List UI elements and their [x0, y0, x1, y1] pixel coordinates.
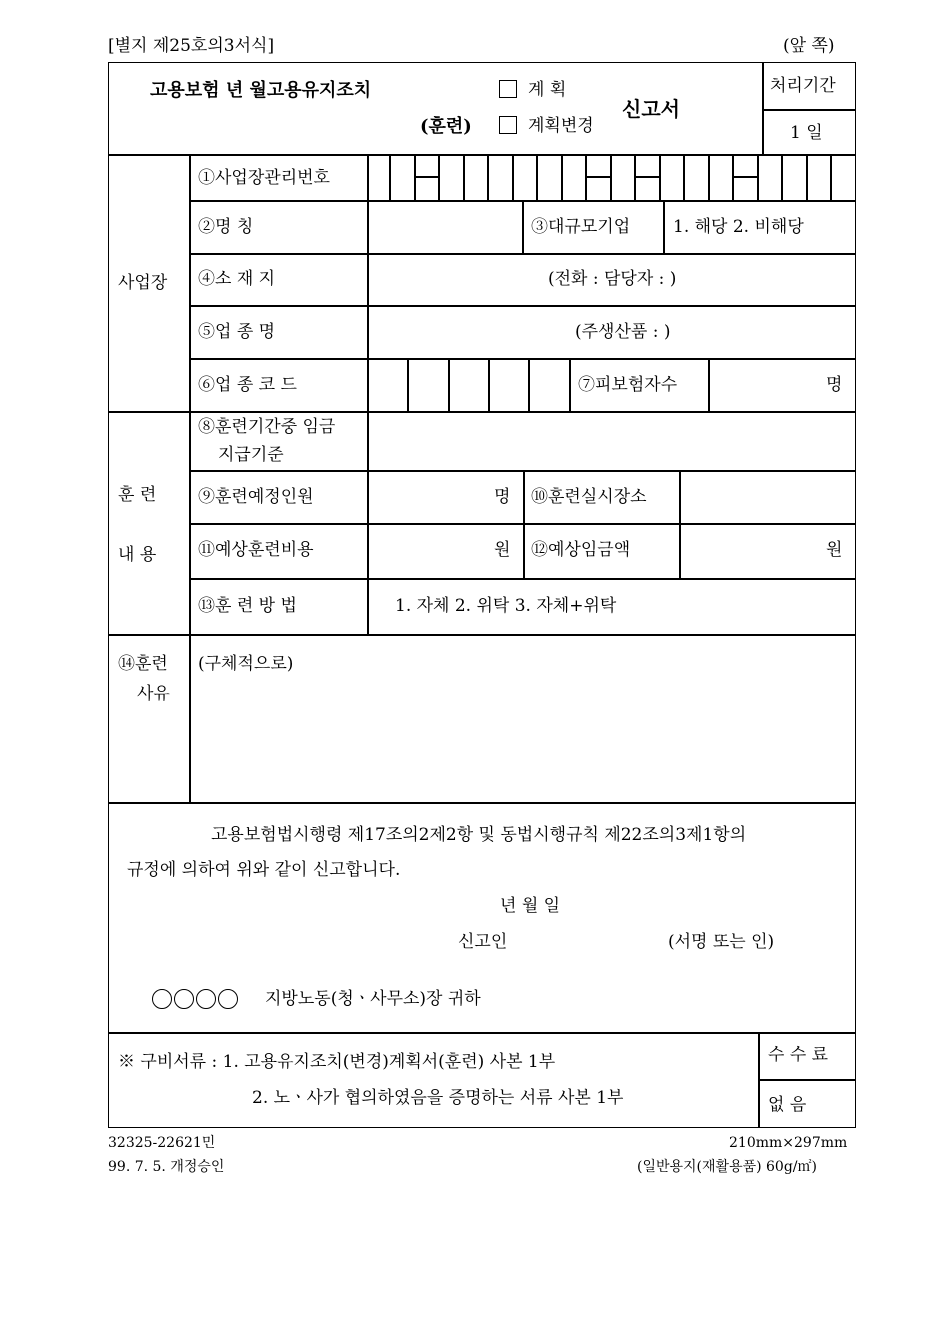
circle-icon	[218, 989, 238, 1009]
expected-wage-label: ⑫예상임금액	[531, 540, 631, 560]
training-section-label-1: 훈 련	[118, 485, 157, 505]
wage-basis-label-b: 지급기준	[218, 445, 284, 465]
business-section-label: 사업장	[118, 273, 168, 293]
paper-spec: (일반용지(재활용품) 60g/㎡)	[637, 1159, 817, 1175]
addressee: 지방노동(청ㆍ사무소)장 귀하	[265, 989, 481, 1009]
office-name-placeholder	[152, 988, 240, 1009]
option-plan: 계 획	[528, 80, 567, 100]
fee-label: 수 수 료	[768, 1045, 829, 1065]
expected-wage-unit: 원	[826, 540, 843, 560]
declarant-label: 신고인	[458, 932, 508, 952]
business-number-cells[interactable]	[367, 154, 856, 201]
training-cost-unit: 원	[494, 540, 511, 560]
circle-icon	[174, 989, 194, 1009]
declaration-text-2: 규정에 의하여 위와 같이 신고합니다.	[127, 860, 401, 880]
option-plan-change: 계획변경	[528, 116, 594, 136]
large-company-label: ③대규모기업	[531, 217, 631, 237]
reason-hint: (구체적으로)	[198, 654, 294, 674]
approval-note: 99. 7. 5. 개정승인	[108, 1159, 225, 1175]
required-docs-item2: 2. 노ㆍ사가 협의하였음을 증명하는 서류 사본 1부	[252, 1088, 624, 1108]
declaration-date: 년 월 일	[500, 896, 561, 916]
training-cost-label: ⑪예상훈련비용	[198, 540, 314, 560]
wage-basis-label-a: ⑧훈련기간중 임금	[198, 417, 336, 437]
circle-icon	[196, 989, 216, 1009]
reason-label-a: ⑭훈련	[118, 654, 168, 674]
training-method-options[interactable]: 1. 자체 2. 위탁 3. 자체+위탁	[395, 596, 617, 616]
training-place-label: ⑩훈련실시장소	[531, 487, 647, 507]
insured-count-label: ⑦피보험자수	[578, 375, 678, 395]
plan-change-checkbox[interactable]	[499, 116, 517, 134]
declaration-text-1: 고용보험법시행령 제17조의2제2항 및 동법시행규칙 제22조의3제1항의	[211, 825, 747, 845]
page-side: (앞 쪽)	[783, 36, 835, 56]
training-method-label: ⑬훈 련 방 법	[198, 596, 297, 616]
reason-label-b: 사유	[137, 684, 170, 704]
title-line1: 고용보험 년 월고용유지조치	[150, 80, 372, 101]
insured-count-unit: 명	[826, 375, 843, 395]
signature-note: (서명 또는 인)	[668, 932, 775, 952]
planned-trainees-unit: 명	[494, 487, 511, 507]
industry-label: ⑤업 종 명	[198, 322, 276, 342]
training-section-label-2: 내 용	[118, 545, 157, 565]
industry-code-label: ⑥업 종 코 드	[198, 375, 297, 395]
circle-icon	[152, 989, 172, 1009]
product-note: (주생산품 : )	[575, 322, 671, 342]
name-label: ②명 칭	[198, 217, 254, 237]
title-suffix: 신고서	[622, 97, 680, 121]
processing-value: 1 일	[790, 123, 823, 143]
processing-label: 처리기간	[770, 76, 836, 96]
planned-trainees-label: ⑨훈련예정인원	[198, 487, 314, 507]
phone-note: (전화 : 담당자 : )	[548, 269, 677, 289]
fee-value: 없 음	[768, 1095, 807, 1115]
business-number-label: ①사업장관리번호	[198, 168, 330, 188]
plan-checkbox[interactable]	[499, 80, 517, 98]
title-line2: (훈련)	[420, 116, 472, 137]
required-docs-label: ※ 구비서류 : 1. 고용유지조치(변경)계획서(훈련) 사본 1부	[118, 1052, 556, 1072]
large-company-options[interactable]: 1. 해당 2. 비해당	[673, 217, 804, 237]
paper-size: 210mm×297mm	[729, 1135, 848, 1151]
form-code: 32325-22621민	[108, 1135, 216, 1151]
form-id: [별지 제25호의3서식]	[108, 36, 275, 56]
address-label: ④소 재 지	[198, 269, 276, 289]
